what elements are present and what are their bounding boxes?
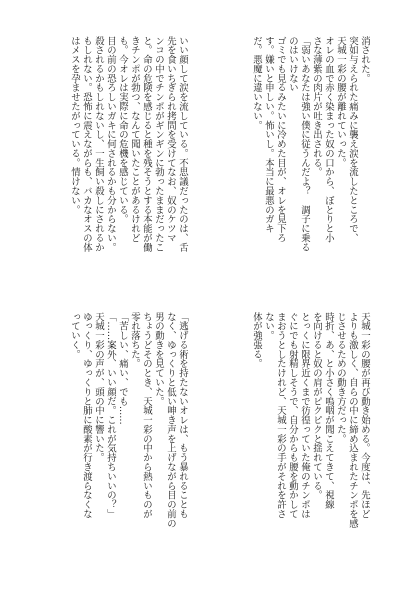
text-line: 先を食いちぎられ拷問を受けてなお、奴のケツマ [165,36,176,243]
text-line: 時折、あ、と小さく嗚咽が聞こえてきて、視線 [323,312,334,510]
text-line: じさせるための動き方だった。 [335,312,346,444]
text-line: ちょうどそのとき、天城一彩の中から熱いものが [141,312,152,519]
text-line: 「弱いあなたは強い僕に従うんだよ？ 調子に乗る [299,36,310,252]
text-line: を向けると奴の肩がピクピクと揺れている。 [311,312,322,500]
text-line: ンコの中でチンポがギンギンに勃ったままだったこ [153,36,164,252]
text-line: だ。悪魔に違いない。 [251,36,262,130]
text-line: さな薄紫の肉片が吐き出される。 [311,36,322,177]
text-block-top-left [36,36,188,268]
text-line: す。嫌いと申しい。怖いし。本当に最悪のガキ [263,36,274,234]
text-line: 天城一彩の腰が再び動き始める。今度は、先ほど [359,312,370,519]
text-line: 天城一彩の声が、頭の中に響いた。 [93,312,104,463]
text-line: 「苦しい、痛い、でも…… [117,312,128,425]
text-line: 「逃げる術を持たないオレは、もう暴れることも [177,312,188,519]
text-line: いい顔して涙を流している。不思議だったのは、舌 [177,36,188,252]
text-block-bottom-left [36,312,188,544]
text-line: と。命の危険を感じると種を残そうとする本能が働 [141,36,152,252]
text-line: なく、ゆっくりと低い呻き声を上げながら目の前の [165,312,176,528]
text-line: 殺されるかもしれないし、一生飼い殺しにされるか [93,36,104,252]
text-line: もしれない。恐怖に震えながらも、バカなオスの体 [81,36,92,252]
text-line: とっくに限界近くまで彷徨っていた俺のチンポは [299,312,310,519]
text-line: 目の前の恐ろしいガキに何されるかも分からない。 [105,36,116,252]
text-block-top-right [198,36,370,268]
text-line: 男の動きを見ていた。 [153,312,164,406]
text-line: はメスを孕ませたがっている。情けない。 [69,36,80,215]
text-block-bottom-right [198,312,370,544]
text-line: 零れ落ちた。 [129,312,140,369]
text-line: のはいけない [287,36,298,93]
text-line: まおうとしたけれど、天城一彩の手がそれを許さ [275,312,286,519]
text-line: きチンポが勃つ、なんて聞いたことがあるけれど [129,36,140,243]
text-line: ない。 [263,312,274,341]
text-line: 「……案外、いい顔だ。これが気持ちいいの？」 [105,312,116,519]
text-line: 体が強張る。 [251,312,262,369]
text-line: よりも激しく、自らの中に締め込まれたチンポを感 [347,312,358,528]
text-line: ゴミでも見るみたいに冷めた目が、オレを見下ろ [275,36,286,243]
text-line: も。今オレは実際に命の危機を感じている。 [117,36,128,224]
text-line: っていく。 [69,312,80,359]
text-line: ゆっくり、ゆっくりと肺に酸素が行き渡らなくな [81,312,92,519]
text-line: 突如与えられた痛みに襲え涙を流したところで、 [347,36,358,243]
text-line: オレの血で赤く染まった奴の口から、ぼとりと小 [323,36,334,243]
text-line: 消された。 [359,36,370,83]
text-line: 天城一彩の腰が離れていった。 [335,36,346,168]
text-line: ぐにでも射精しそうで、自分からも腰を動かして [287,312,298,519]
